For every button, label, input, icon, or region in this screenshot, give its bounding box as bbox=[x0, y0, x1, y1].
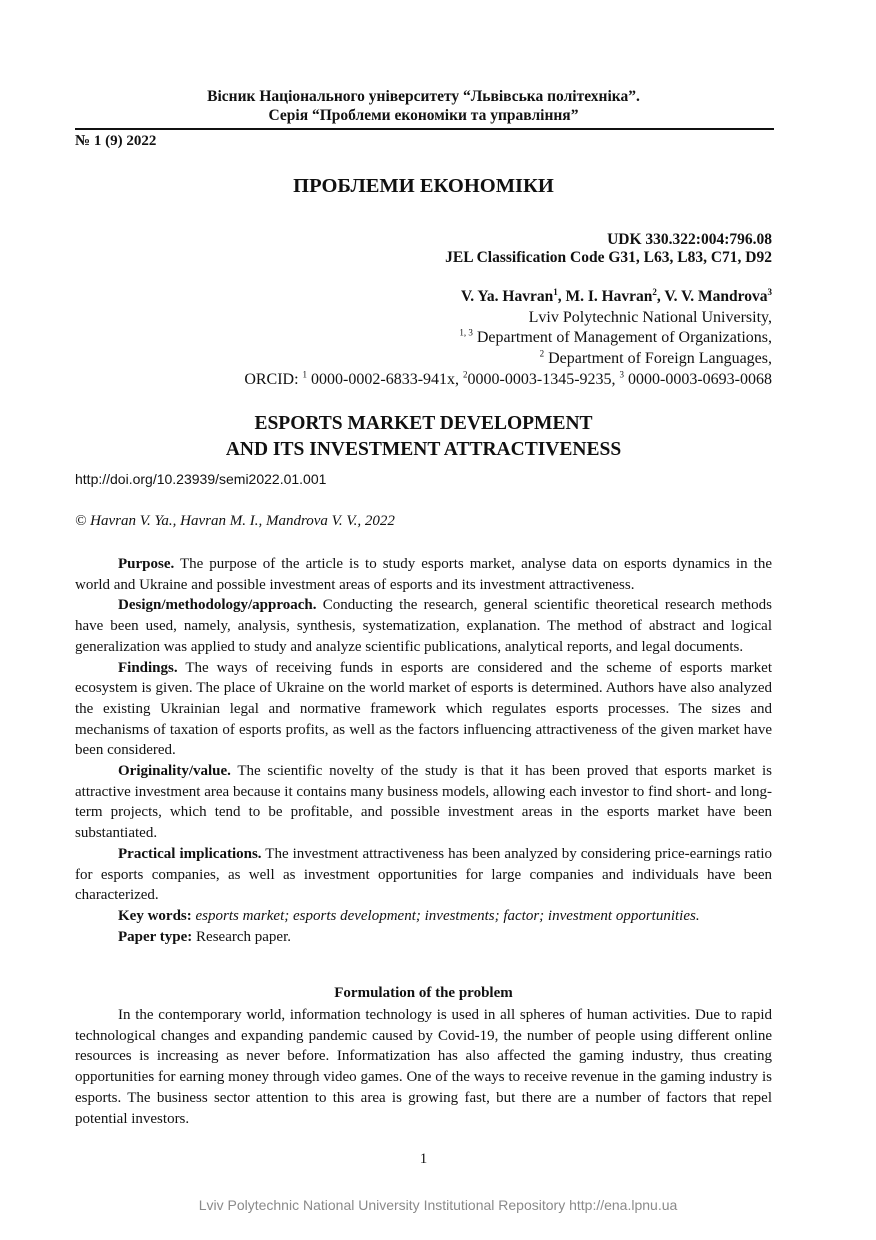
abstract-label: Findings. bbox=[118, 659, 178, 676]
author-name: M. I. Havran bbox=[565, 288, 653, 305]
article-title-line: ESPORTS MARKET DEVELOPMENT bbox=[254, 413, 593, 434]
section-heading: Formulation of the problem bbox=[334, 985, 513, 1001]
abstract-text: The investment attractiveness has been analyzed by considering price-earnings ratio for esports companies, as well as investment opportunities for large companies and individuals have been characterized. bbox=[75, 845, 772, 904]
affiliation-mark: 1, 3 bbox=[459, 327, 473, 338]
header-rule bbox=[75, 128, 774, 130]
journal-series: Серія “Проблеми економіки та управління” bbox=[268, 107, 579, 124]
author-name: V. Ya. Havran bbox=[461, 288, 554, 305]
abstract-label: Practical implications. bbox=[118, 845, 262, 862]
abstract-findings bbox=[75, 658, 772, 762]
author-affiliation: 3 bbox=[767, 286, 772, 297]
orcid-line bbox=[244, 371, 772, 389]
doi-link[interactable]: http://doi.org/10.23939/semi2022.01.001 bbox=[75, 471, 327, 487]
journal-name: Вісник Національного університету “Львівська політехніка”. bbox=[207, 88, 640, 105]
paper-type bbox=[75, 927, 772, 948]
separator: , bbox=[557, 288, 566, 305]
author-name: V. V. Mandrova bbox=[664, 288, 768, 305]
abstract-label: Design/methodology/approach. bbox=[118, 597, 317, 614]
formulation-text bbox=[75, 1005, 772, 1129]
abstract-text: Conducting the research, general scientific theoretical research methods have been used, namely, analysis, synthesis, systematization, explanation. The method of abstract and logical generalization was applied to study and analyze scientific publications, analytical reports, and legal documents. bbox=[75, 597, 772, 655]
department-1 bbox=[459, 329, 772, 347]
issue-number: № 1 (9) 2022 bbox=[75, 133, 157, 149]
affiliation-mark: 2 bbox=[539, 348, 545, 359]
repository-footer: Lviv Polytechnic National University Institutional Repository http://ena.lpnu.ua bbox=[198, 1197, 678, 1213]
udk-code: UDK 330.322:004:796.08 bbox=[607, 231, 772, 248]
key-words bbox=[75, 906, 772, 927]
university: Lviv Polytechnic National University, bbox=[528, 309, 772, 326]
abstract-text: The scientific novelty of the study is that it has been proved that esports market is attractive investment area because it contains many business models, allowing each investor to find short- and long-term projects, which tend to be profitable, and possible investment areas in the esports market have been substantiated. bbox=[75, 763, 772, 842]
separator: , bbox=[656, 288, 665, 305]
section-title: ПРОБЛЕМИ ЕКОНОМІКИ bbox=[293, 175, 554, 197]
copyright: © Havran V. Ya., Havran M. I., Mandrova V. V., 2022 bbox=[75, 513, 395, 529]
author-list bbox=[461, 288, 772, 306]
abstract-text: The purpose of the article is to study esports market, analyse data on esports dynamics in the world and Ukraine and possible investment areas of esports and its investment attractiveness. bbox=[75, 556, 772, 593]
jel-code: JEL Classification Code G31, L63, L83, C71, D92 bbox=[445, 249, 772, 266]
paragraph: In the contemporary world, information technology is used in all spheres of human activities. Due to rapid technological changes and expanding pandemic caused by Covid-19, the number of people using different online resources is increasing as never before. Informatization has also affected the gaming industry, thus creating opportunities for earning money through video games. One of the ways to receive revenue in the gaming industry is esports. The business sector attention to this area is growing fast, but there are a number of factors that repel potential investors. bbox=[75, 1007, 772, 1127]
paper-type-text: Research paper. bbox=[192, 928, 291, 945]
paper-type-label: Paper type: bbox=[118, 928, 193, 945]
abstract-purpose bbox=[75, 554, 772, 595]
orcid-id: 0000-0002-6833-941x, bbox=[307, 371, 464, 388]
author-affiliation: 1 bbox=[553, 286, 558, 297]
author-affiliation: 2 bbox=[652, 286, 657, 297]
department-2 bbox=[540, 350, 772, 368]
abstract-label: Purpose. bbox=[118, 556, 175, 572]
abstract-label: Originality/value. bbox=[118, 763, 231, 780]
abstract bbox=[75, 554, 772, 947]
page-number: 1 bbox=[419, 1151, 428, 1167]
abstract-design bbox=[75, 595, 772, 657]
orcid-id: 0000-0003-1345-9235, bbox=[467, 371, 620, 388]
abstract-text: The ways of receiving funds in esports are considered and the scheme of esports market ecosystem is given. The place of Ukraine on the world market of esports is determined. Authors have also analyzed the existing Ukrainian legal and normative framework which regulates esports processes. The sizes and mechanisms of taxation of esports profits, as well as the factors influencing attractiveness of the given market have been considered. bbox=[75, 659, 772, 759]
key-words-label: Key words: bbox=[118, 907, 192, 924]
affiliation-mark: 2 bbox=[463, 369, 468, 380]
orcid-id: 0000-0003-0693-0068 bbox=[624, 371, 772, 388]
affiliation-mark: 1 bbox=[302, 369, 308, 380]
article-title-line: AND ITS INVESTMENT ATTRACTIVENESS bbox=[225, 439, 622, 460]
abstract-practical bbox=[75, 844, 772, 906]
key-words-text: esports market; esports development; investments; factor; investment opportunities. bbox=[191, 907, 700, 924]
abstract-originality bbox=[75, 761, 772, 844]
affiliation-mark: 3 bbox=[619, 369, 625, 380]
department-name: Department of Management of Organizations, bbox=[472, 329, 772, 346]
orcid-label: ORCID: bbox=[244, 371, 303, 388]
department-name: Department of Foreign Languages, bbox=[544, 350, 772, 367]
article-title bbox=[75, 411, 772, 463]
